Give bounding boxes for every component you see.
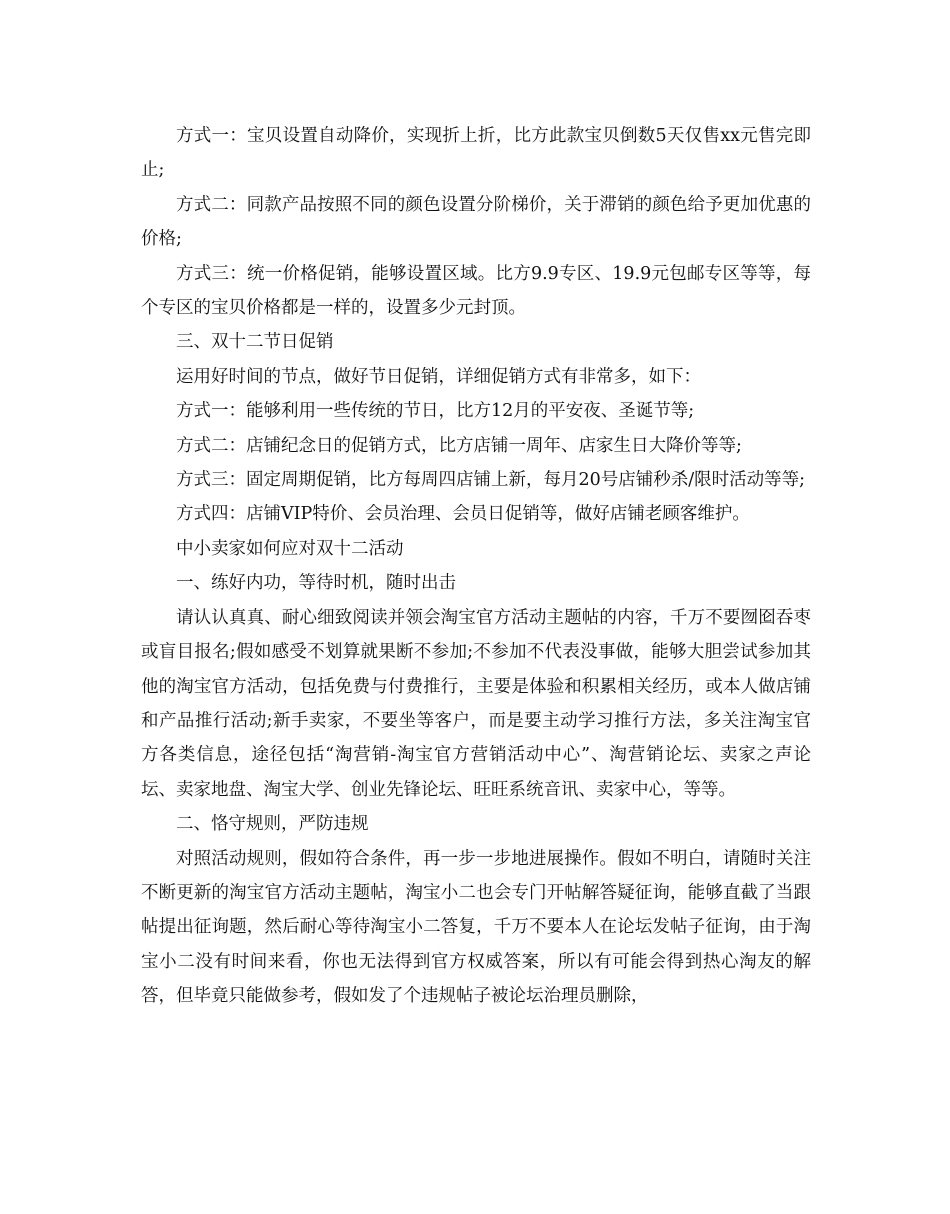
paragraph-holiday-method-four: 方式四：店铺VIP特价、会员治理、会员日促销等，做好店铺老顾客维护。 <box>176 504 750 525</box>
paragraph-holiday-intro: 运用好时间的节点，做好节日促销，详细促销方式有非常多，如下： <box>176 366 701 387</box>
paragraph-method-one-auto-discount: 方式一：宝贝设置自动降价，实现折上折，比方此款宝贝倒数5天仅售xx元售完即止; <box>141 126 811 181</box>
paragraph-holiday-method-three: 方式三：固定周期促销，比方每周四店铺上新，每月20号店铺秒杀/限时活动等等; <box>176 470 806 491</box>
subheading-practice-skills: 一、练好内功，等待时机，随时出击 <box>176 573 456 594</box>
paragraph-method-two-color-tier-price: 方式二：同款产品按照不同的颜色设置分阶梯价，关于滞销的颜色给予更加优惠的价格; <box>141 194 811 250</box>
paragraph-holiday-method-one: 方式一：能够利用一些传统的节日，比方12月的平安夜、圣诞节等; <box>176 401 695 422</box>
paragraph-check-activity-rules: 对照活动规则，假如符合条件，再一步一步地进展操作。假如不明白，请随时关注不断更新的淘宝官方活动主题帖，淘宝小二也会专门开帖解答疑征询，能够直截了当跟帖提出征询题，然后耐心等待淘宝小二答复，千万不要本人在论坛发帖子征询，由于淘宝小二没有时间来看，你也无法得到官方权威答案，所以有可能会得到热心淘友的解答，但毕竟只能做参考，假如发了个违规帖子被论坛治理员删除， <box>141 848 811 1007</box>
section-heading-small-sellers: 中小卖家如何应对双十二活动 <box>176 538 404 559</box>
paragraph-read-official-posts: 请认认真真、耐心细致阅读并领会淘宝官方活动主题帖的内容，千万不要囫囵吞枣或盲目报名;假如感受不划算就果断不参加;不参加不代表没事做，能够大胆尝试参加其他的淘宝官方活动，包括免费与付费推行，主要是体验和积累相关经历，或本人做店铺和产品推行活动;新手卖家，不要坐等客户，而是要主动学习推行方法，多关注淘宝官方各类信息，途径包括“淘营销-淘宝官方营销活动中心”、淘营销论坛、卖家之声论坛、卖家地盘、淘宝大学、创业先锋论坛、旺旺系统音讯、卖家中心，等等。 <box>141 607 811 800</box>
paragraph-holiday-method-two: 方式二：店铺纪念日的促销方式，比方店铺一周年、店家生日大降价等等; <box>176 435 742 456</box>
subheading-follow-rules: 二、恪守规则，严防违规 <box>176 814 369 835</box>
section-heading-holiday-promotion: 三、双十二节日促销 <box>176 332 334 353</box>
document-page <box>141 119 811 1014</box>
paragraph-method-three-unified-price: 方式三：统一价格促销，能够设置区域。比方9.9专区、19.9元包邮专区等等，每个专区的宝贝价格都是一样的，设置多少元封顶。 <box>141 263 811 319</box>
